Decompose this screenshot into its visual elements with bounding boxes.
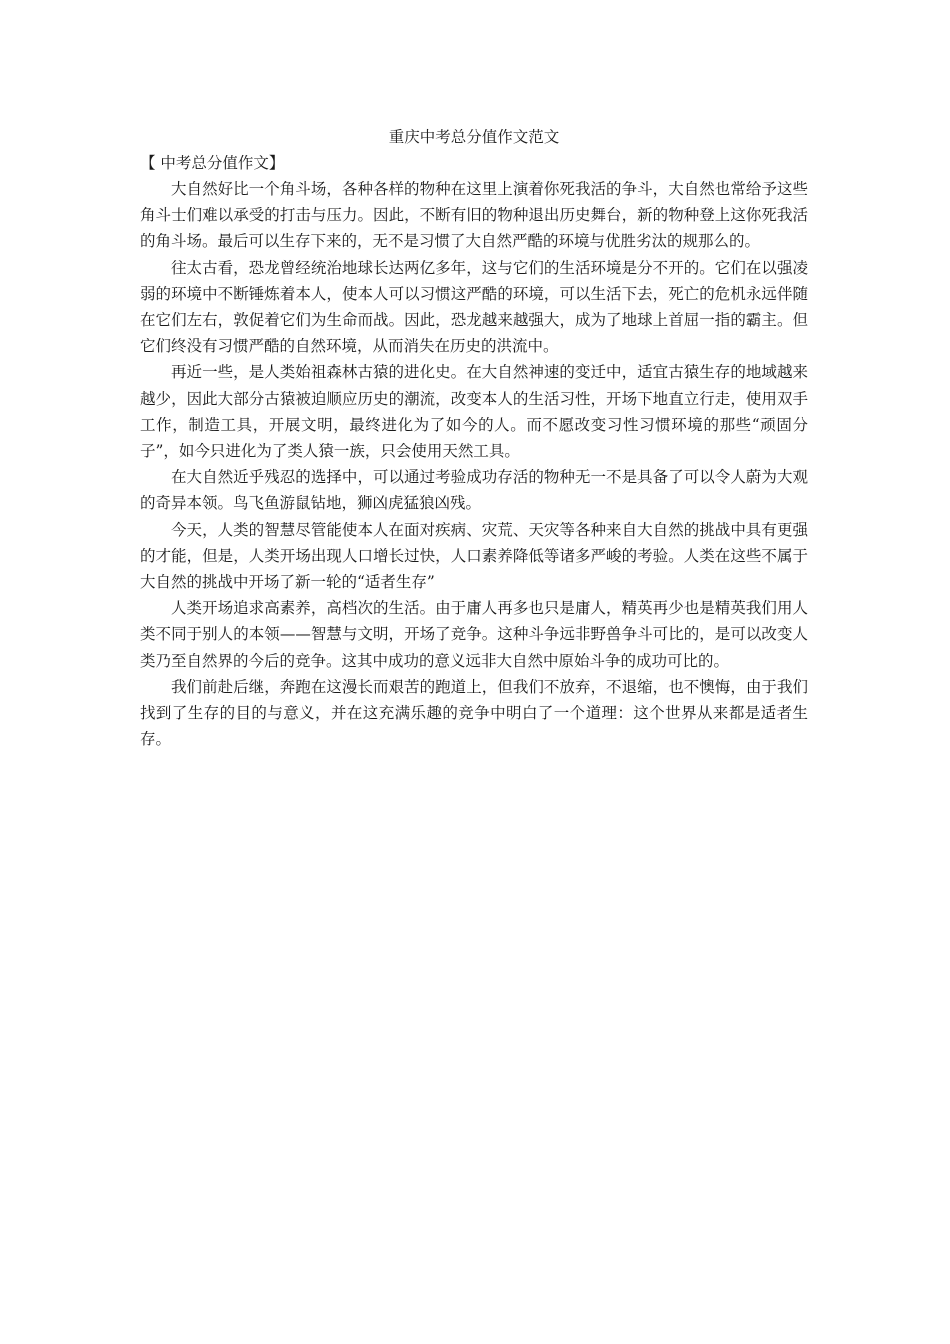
paragraph-2: 往太古看，恐龙曾经统治地球长达两亿多年，这与它们的生活环境是分不开的。它们在以强凌弱的环境中不断锤炼着本人，使本人可以习惯这严酷的环境，可以生活下去，死亡的危机永远伴随在它们左右，敦促着它们为生命而战。因此，恐龙越来越强大，成为了地球上首屈一指的霸主。但它们终没有习惯严酷的自然环境，从而消失在历史的洪流中。: [140, 258, 808, 356]
section-label: 【 中考总分值作文】: [140, 154, 285, 172]
paragraph-1: 大自然好比一个角斗场，各种各样的物种在这里上演着你死我活的争斗，大自然也常给予这些角斗士们难以承受的打击与压力。因此，不断有旧的物种退出历史舞台，新的物种登上这你死我活的角斗场。最后可以生存下来的，无不是习惯了大自然严酷的环境与优胜劣汰的规那么的。: [140, 180, 808, 251]
document-page: [140, 124, 808, 752]
paragraph-5: 今天，人类的智慧尽管能使本人在面对疾病、灾荒、天灾等各种来自大自然的挑战中具有更强的才能，但是，人类开场出现人口增长过快，人口素养降低等诸多严峻的考验。人类在这些不属于大自然的挑战中开场了新一轮的“适者生存”: [140, 520, 808, 592]
paragraph-6: 人类开场追求高素养，高档次的生活。由于庸人再多也只是庸人，精英再少也是精英我们用人类不同于别人的本领——智慧与文明，开场了竞争。这种斗争远非野兽争斗可比的，是可以改变人类乃至自然界的今后的竞争。这其中成功的意义远非大自然中原始斗争的成功可比的。: [140, 599, 808, 670]
paragraph-7: 我们前赴后继，奔跑在这漫长而艰苦的跑道上，但我们不放弃，不退缩，也不懊悔，由于我们找到了生存的目的与意义，并在这充满乐趣的竞争中明白了一个道理：这个世界从来都是适者生存。: [140, 677, 808, 749]
paragraph-3: 再近一些，是人类始祖森林古猿的进化史。在大自然神速的变迁中，适宜古猿生存的地域越来越少，因此大部分古猿被迫顺应历史的潮流，改变本人的生活习性，开场下地直立行走，使用双手工作，制造工具，开展文明，最终进化为了如今的人。而不愿改变习性习惯环境的那些“顽固分子”，如今只进化为了类人猿一族，只会使用天然工具。: [140, 363, 808, 461]
paragraph-4: 在大自然近乎残忍的选择中，可以通过考验成功存活的物种无一不是具备了可以令人蔚为大观的奇异本领。鸟飞鱼游鼠钻地，狮凶虎猛狼凶残。: [140, 468, 808, 513]
document-title: 重庆中考总分值作文范文: [388, 128, 560, 146]
